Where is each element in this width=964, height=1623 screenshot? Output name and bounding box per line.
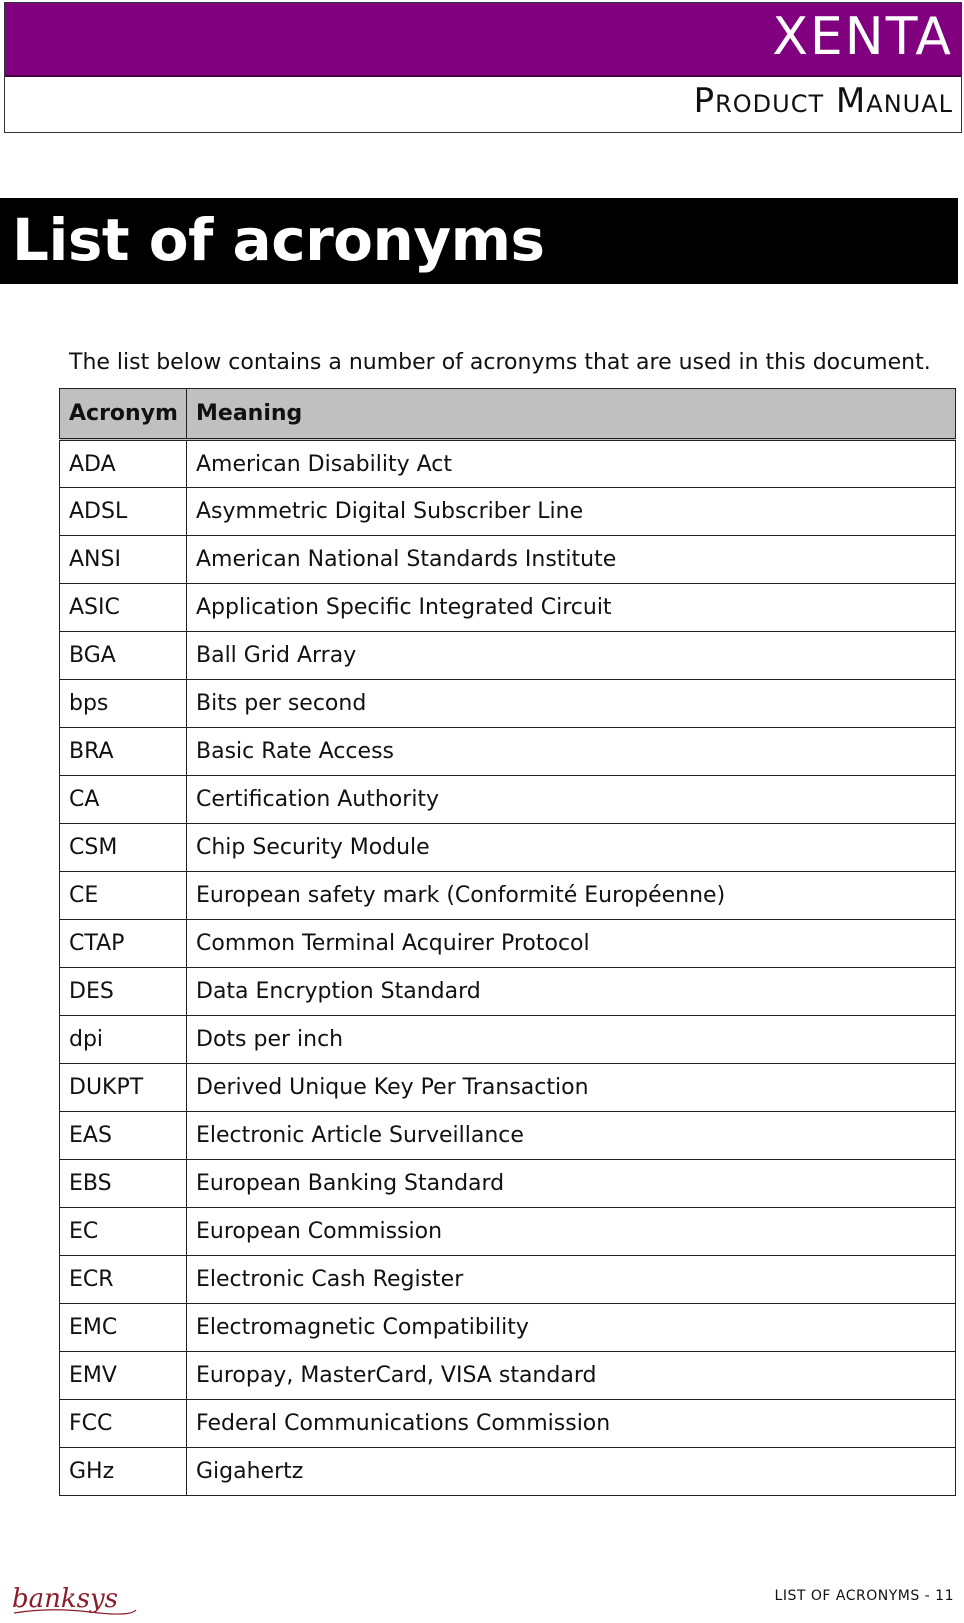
meaning-cell: European safety mark (Conformité Européenne) xyxy=(187,872,956,920)
meaning-cell: Basic Rate Access xyxy=(187,728,956,776)
table-row xyxy=(60,584,956,632)
section-banner xyxy=(0,198,958,284)
meaning-cell: Electronic Cash Register xyxy=(187,1256,956,1304)
meaning-cell: Gigahertz xyxy=(187,1448,956,1496)
table-row xyxy=(60,1256,956,1304)
intro-paragraph: The list below contains a number of acronyms that are used in this document. xyxy=(69,350,931,375)
table-row xyxy=(60,632,956,680)
header-band xyxy=(5,3,961,77)
acronym-cell: GHz xyxy=(60,1448,187,1496)
acronym-cell: EAS xyxy=(60,1112,187,1160)
acronym-cell: ASIC xyxy=(60,584,187,632)
table-row xyxy=(60,872,956,920)
table-row xyxy=(60,440,956,488)
table-row xyxy=(60,680,956,728)
table-row xyxy=(60,1160,956,1208)
meaning-cell: Electromagnetic Compatibility xyxy=(187,1304,956,1352)
acronym-cell: ADSL xyxy=(60,488,187,536)
meaning-cell: Data Encryption Standard xyxy=(187,968,956,1016)
meaning-cell: Europay, MasterCard, VISA standard xyxy=(187,1352,956,1400)
table-row xyxy=(60,536,956,584)
meaning-cell: Asymmetric Digital Subscriber Line xyxy=(187,488,956,536)
meaning-cell: Electronic Article Surveillance xyxy=(187,1112,956,1160)
meaning-cell: American Disability Act xyxy=(187,440,956,488)
acronym-cell: EBS xyxy=(60,1160,187,1208)
acronym-cell: BRA xyxy=(60,728,187,776)
table-row xyxy=(60,1448,956,1496)
banksys-logo xyxy=(10,1583,140,1623)
table-row xyxy=(60,1064,956,1112)
acronym-cell: EMV xyxy=(60,1352,187,1400)
acronym-cell: BGA xyxy=(60,632,187,680)
meaning-cell: European Commission xyxy=(187,1208,956,1256)
meaning-cell: Common Terminal Acquirer Protocol xyxy=(187,920,956,968)
table-row xyxy=(60,1400,956,1448)
meaning-cell: Chip Security Module xyxy=(187,824,956,872)
meaning-cell: Federal Communications Commission xyxy=(187,1400,956,1448)
column-header-acronym: Acronym xyxy=(60,389,187,440)
meaning-cell: Bits per second xyxy=(187,680,956,728)
acronym-cell: ANSI xyxy=(60,536,187,584)
brand-title: XENTA xyxy=(772,7,953,67)
acronym-cell: CA xyxy=(60,776,187,824)
section-title: List of acronyms xyxy=(12,206,545,274)
meaning-cell: European Banking Standard xyxy=(187,1160,956,1208)
meaning-cell: Application Specific Integrated Circuit xyxy=(187,584,956,632)
logo-wordmark: banksys xyxy=(12,1584,119,1614)
meaning-cell: Dots per inch xyxy=(187,1016,956,1064)
logo-graphic xyxy=(10,1583,140,1619)
acronym-cell: FCC xyxy=(60,1400,187,1448)
meaning-cell: Ball Grid Array xyxy=(187,632,956,680)
table-row xyxy=(60,968,956,1016)
acronym-cell: ECR xyxy=(60,1256,187,1304)
table-header-row xyxy=(60,389,956,440)
acronym-cell: EC xyxy=(60,1208,187,1256)
acronym-cell: DUKPT xyxy=(60,1064,187,1112)
table-row xyxy=(60,824,956,872)
acronym-cell: bps xyxy=(60,680,187,728)
meaning-cell: Certification Authority xyxy=(187,776,956,824)
table-row xyxy=(60,920,956,968)
document-header xyxy=(4,2,962,133)
meaning-cell: American National Standards Institute xyxy=(187,536,956,584)
table-row xyxy=(60,1112,956,1160)
meaning-cell: Derived Unique Key Per Transaction xyxy=(187,1064,956,1112)
table-row xyxy=(60,776,956,824)
acronym-cell: DES xyxy=(60,968,187,1016)
column-header-meaning: Meaning xyxy=(187,389,956,440)
table-row xyxy=(60,1016,956,1064)
table-row xyxy=(60,728,956,776)
table-row xyxy=(60,488,956,536)
acronym-cell: CTAP xyxy=(60,920,187,968)
acronym-cell: CE xyxy=(60,872,187,920)
table-row xyxy=(60,1304,956,1352)
acronym-cell: EMC xyxy=(60,1304,187,1352)
acronym-table xyxy=(59,388,956,1496)
table-row xyxy=(60,1352,956,1400)
page-footer-label: LIST OF ACRONYMS - 11 xyxy=(774,1588,954,1604)
table-row xyxy=(60,1208,956,1256)
manual-subtitle: Product Manual xyxy=(693,81,953,121)
acronym-cell: dpi xyxy=(60,1016,187,1064)
acronym-cell: ADA xyxy=(60,440,187,488)
acronym-cell: CSM xyxy=(60,824,187,872)
